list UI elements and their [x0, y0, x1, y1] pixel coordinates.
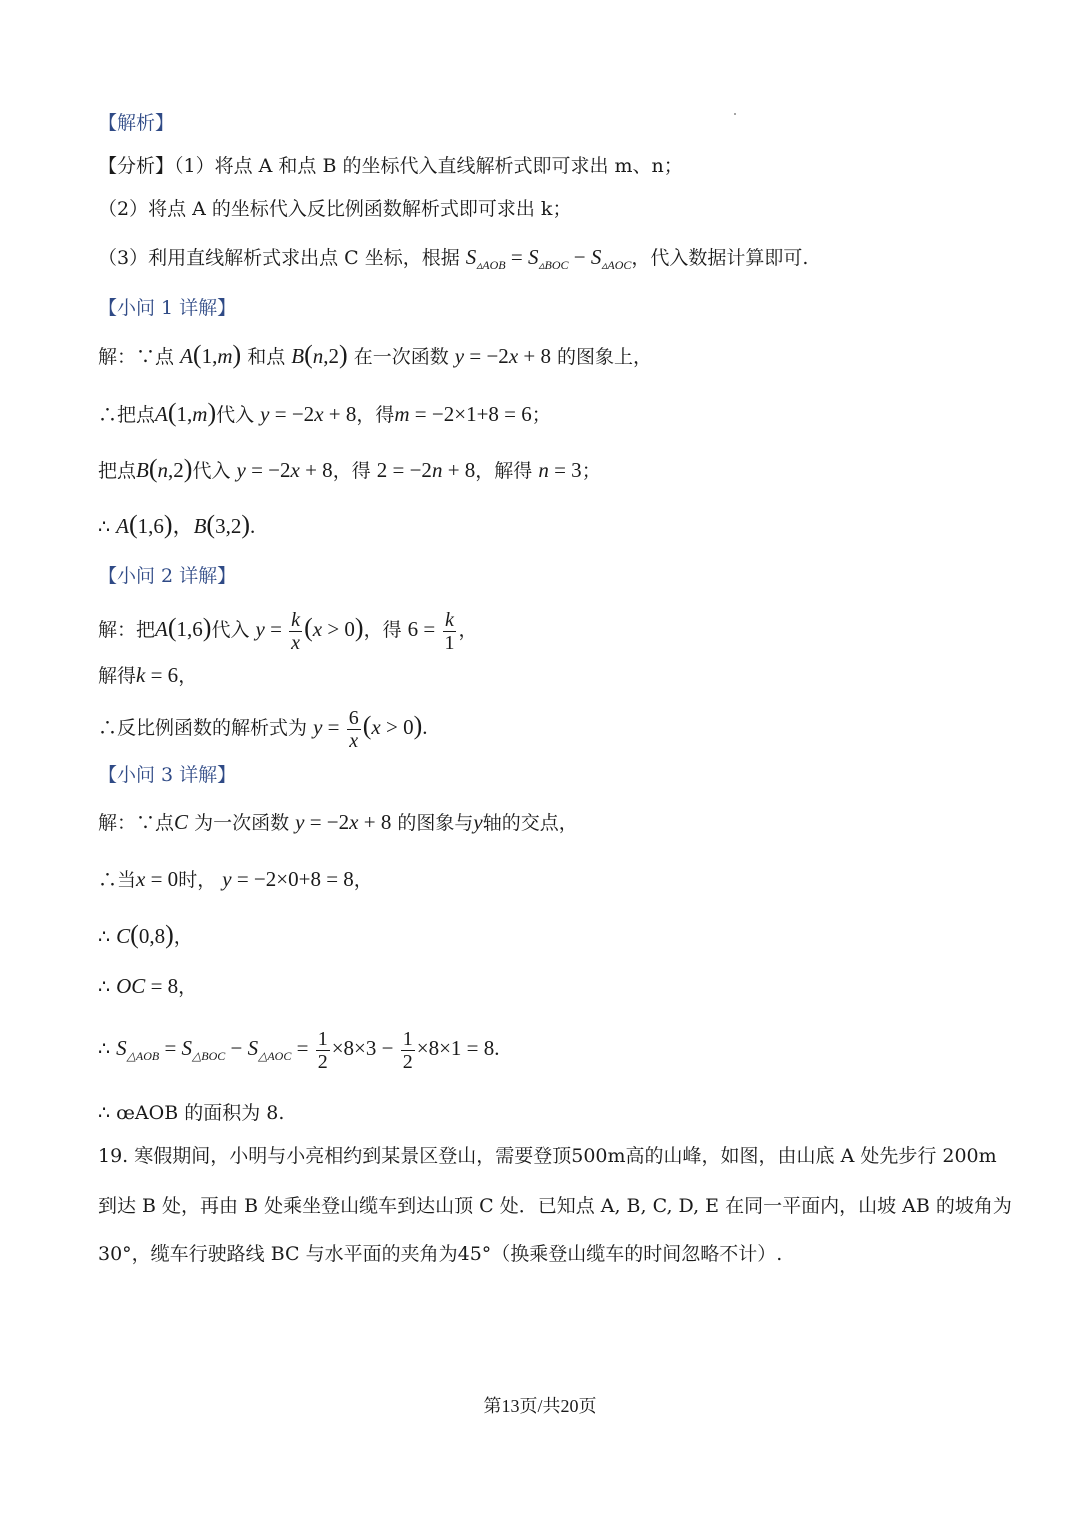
q2-l2-result: k = 6	[136, 663, 179, 687]
problem-19-line-2: 到达 B 处，再由 B 处乘坐登山缆车到达山顶 C 处．已知点 A, B, C, D, E 在同一平面内，山坡 AB 的坡角为	[98, 1195, 1012, 1217]
q2-line-2: 解得k = 6，	[98, 663, 198, 687]
q2-title: 【小问 2 详解】	[98, 565, 237, 587]
q2-l3-a: ∴反比例函数的解析式为	[98, 717, 308, 739]
q1-l1-a: 解：∵点	[98, 346, 175, 368]
q1-l2-calc: m = −2×1+8 = 6	[394, 402, 532, 426]
analysis-item-2: （2）将点 A 的坐标代入反比例函数解析式即可求出 k；	[98, 198, 572, 220]
q1-line-2: ∴把点A(1,m)代入 y = −2x + 8，得m = −2×1+8 = 6；	[98, 398, 551, 427]
q1-l3-eq: 2 = −2n + 8	[376, 458, 476, 482]
q1-l1-b: 和点	[247, 346, 286, 368]
q3-l4-oc: OC = 8	[116, 974, 179, 998]
q1-l3-result: n = 3	[538, 458, 582, 482]
area-formula: $S_{▵AOB} = S_{▵BOC} - S_{▵AOC}$	[465, 245, 632, 272]
q1-title: 【小问 1 详解】	[98, 297, 237, 319]
q1-conclusion: A(1,6)，B(3,2).	[116, 510, 256, 539]
q1-l3-c: ，得	[332, 460, 371, 482]
q2-l2-a: 解得	[98, 665, 137, 687]
page-number: 第13页/共20页	[483, 1396, 597, 1416]
analysis-item3-suffix: ，代入数据计算即可.	[631, 247, 809, 269]
q2-l3-func: y = $\frac{6}{x}$ (x > 0).	[313, 706, 428, 752]
q3-l1-a: 解：∵点	[98, 812, 175, 834]
analysis-item-3	[98, 244, 808, 278]
analysis-item-1	[98, 153, 683, 179]
q2-line-1: 解：把A(1,6)代入 y = $\frac{k}{x}$ (x > 0)，得 6 = $\frac{k}{1}$ ，	[98, 608, 478, 654]
therefore-symbol: ∴	[98, 516, 111, 538]
q3-l2-calc: y = −2×0+8 = 8	[222, 867, 354, 891]
linear-function: y = −2x + 8	[454, 344, 551, 368]
q1-l2-b: 代入	[216, 404, 255, 426]
q1-l1-d: 的图象上，	[557, 346, 653, 368]
q3-l2-a: ∴当	[98, 869, 137, 891]
q3-l3-point: C(0,8)	[116, 920, 174, 949]
q3-l2-cond: x = 0	[136, 867, 179, 891]
q1-l3-d: ，解得	[475, 460, 533, 482]
q1-l3-b: 代入	[192, 460, 231, 482]
q2-l1-b: 代入	[211, 619, 250, 641]
point-b: B(n,2)	[291, 340, 348, 369]
analysis-item1-text: （1）将点 A 和点 B 的坐标代入直线解析式即可求出 m、n；	[174, 155, 683, 177]
q3-line-4: ∴ OC = 8，	[98, 974, 198, 998]
q1-line-3: 把点B(n,2)代入 y = −2x + 8，得 2 = −2n + 8，解得 n = 3；	[98, 454, 601, 483]
point-a: A(1,m)	[180, 340, 242, 369]
q3-line-3: ∴ C(0,8)，	[98, 920, 193, 949]
q1-l3-func: y = −2x + 8	[236, 458, 333, 482]
q1-l2-a: ∴把点	[98, 404, 156, 426]
q3-line-5	[98, 1026, 500, 1078]
problem-19-line-3: 30°，缆车行驶路线 BC 与水平面的夹角为45°（换乘登山缆车的时间忽略不计）.	[98, 1243, 783, 1265]
section-title: 【解析】	[98, 112, 175, 134]
q1-l2-func: y = −2x + 8	[260, 402, 357, 426]
stray-dot	[734, 113, 736, 115]
q3-l1-func: y = −2x + 8	[295, 810, 392, 834]
q3-l1-b: 为一次函数	[194, 812, 290, 834]
analysis-label: 【分析】	[98, 155, 175, 177]
q1-l2-point: A(1,m)	[155, 398, 217, 427]
q3-l4-a: ∴	[98, 976, 111, 998]
analysis-item3-prefix: （3）利用直线解析式求出点 C 坐标，根据	[98, 247, 460, 269]
q3-l2-b: 时，	[178, 869, 217, 891]
q2-l1-a: 解：把	[98, 619, 156, 641]
q3-line-6: ∴ œAOB 的面积为 8.	[98, 1102, 285, 1124]
q3-l1-d: 轴的交点，	[482, 812, 578, 834]
q3-line-1	[98, 809, 578, 836]
q3-point-c: C	[174, 810, 189, 834]
q3-line-2: ∴当x = 0时， y = −2×0+8 = 8，	[98, 867, 373, 891]
q3-title: 【小问 3 详解】	[98, 764, 237, 786]
q1-l3-a: 把点	[98, 460, 137, 482]
q3-l1-c: 的图象与	[397, 812, 474, 834]
q2-line-3	[98, 704, 428, 752]
q1-line-4	[98, 512, 255, 540]
q2-l1-eq: 6 = $\frac{k}{1}$	[407, 608, 455, 654]
inverse-function: y = $\frac{k}{x}$ (x > 0)	[255, 608, 364, 654]
problem-19-line-1: 19. 寒假期间，小明与小亮相约到某景区登山，需要登顶500m高的山峰，如图，由山底 A 处先步行 200m	[98, 1145, 997, 1167]
q3-l3-a: ∴	[98, 926, 111, 948]
q1-l3-point: B(n,2)	[136, 454, 193, 483]
q3-l5-calc: $S_{\triangle AOB} = S_{\triangle BOC} - S_{\triangle AOC}$ = $\frac{1}{2}$ ×8×3 − $\frac{1}{2}$ ×8×1 = 8.	[116, 1027, 500, 1073]
q1-l1-c: 在一次函数	[353, 346, 449, 368]
q2-l1-c: ，得	[363, 619, 402, 641]
q2-l1-point: A(1,6)	[155, 613, 212, 642]
q1-l2-c: ，得	[356, 404, 395, 426]
q3-l5-a: ∴	[98, 1038, 111, 1060]
q1-line-1	[98, 342, 652, 370]
q3-y: y	[473, 810, 483, 834]
